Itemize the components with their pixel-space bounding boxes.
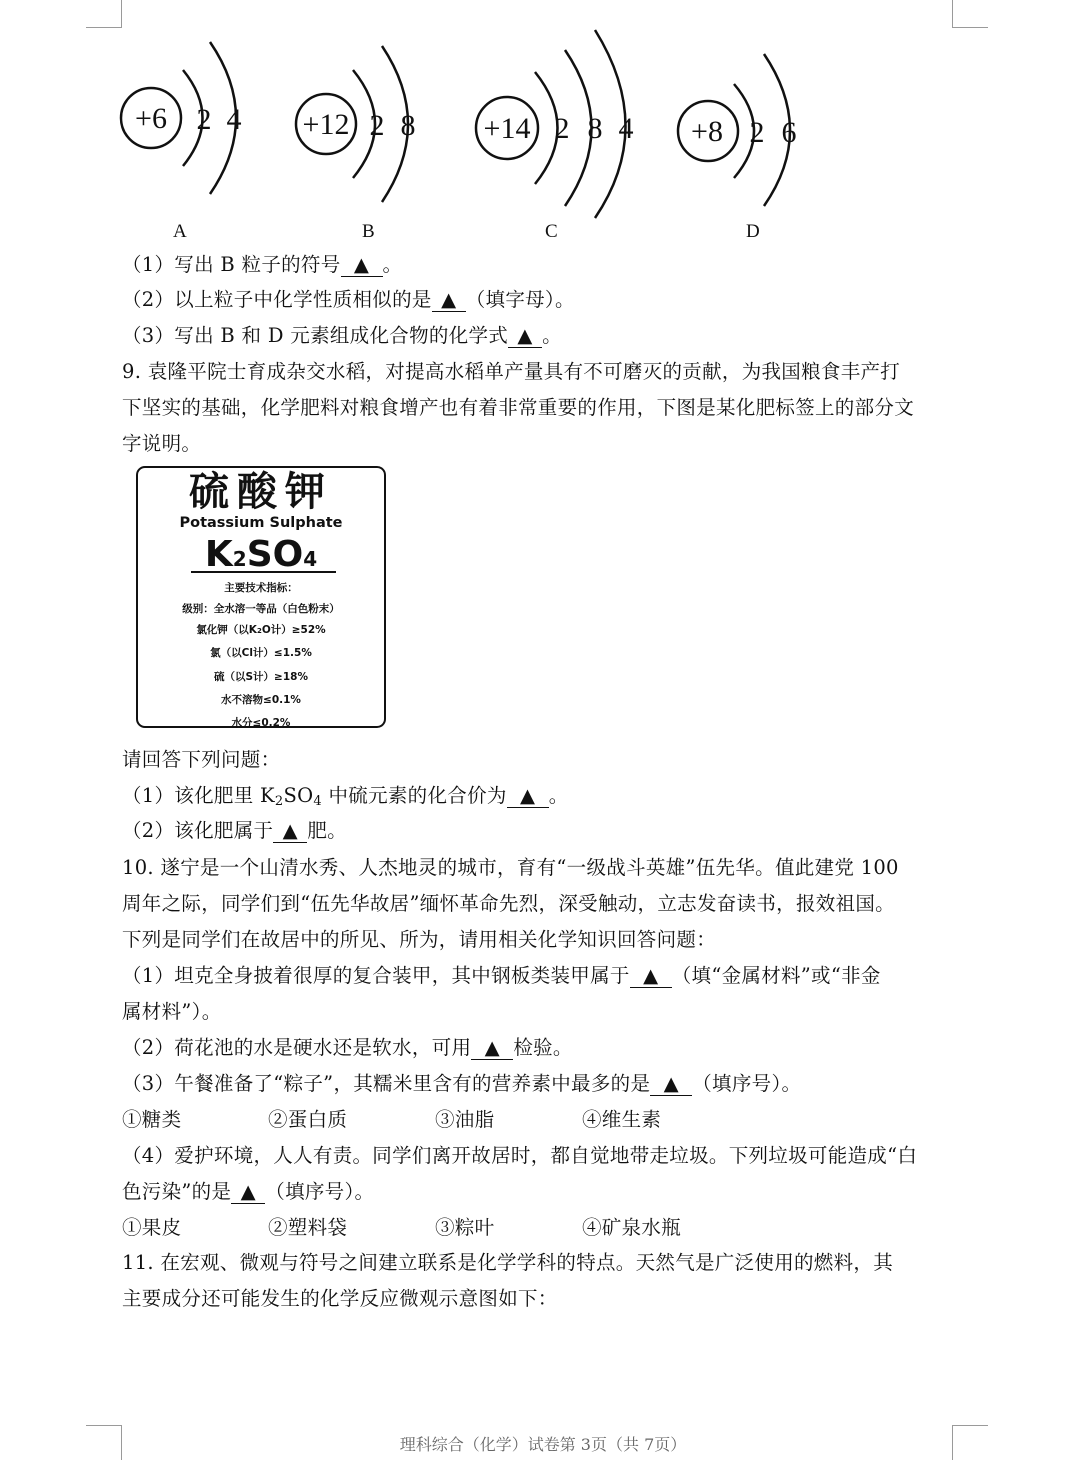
q9-stem-line-2: 下坚实的基础，化学肥料对粮食增产也有着非常重要的作用，下图是某化肥标签上的部分文 <box>122 396 915 419</box>
q9-stem-line-1: 9. 袁隆平院士育成杂交水稻，对提高水稻单产量具有不可磨灭的贡献，为我国粮食丰产打 <box>122 360 901 383</box>
atom-b-diagram <box>296 46 416 202</box>
fertilizer-label <box>136 466 386 728</box>
q10-stem-line-2: 周年之际，同学们到“伍先华故居”缅怀革命先烈，深受触动，立志发奋读书，报效祖国。 <box>122 892 895 915</box>
answer-blank[interactable]: ▲ <box>507 785 549 808</box>
atom-a-shell-1: 2 <box>196 103 212 136</box>
answer-blank[interactable]: ▲ <box>231 1181 265 1204</box>
answer-blank[interactable]: ▲ <box>471 1037 513 1060</box>
option: ④维生素 <box>582 1108 662 1131</box>
spec-title: 主要技术指标： <box>224 582 298 594</box>
q8-part-3: （3）写出 B 和 D 元素组成化合物的化学式 ▲ 。 <box>122 324 562 347</box>
answer-blank[interactable]: ▲ <box>273 820 307 843</box>
q10-part-4-line-2: 色污染”的是 ▲ （填序号）。 <box>122 1180 375 1203</box>
atom-d-shell-2: 6 <box>781 116 797 149</box>
atom-c-nucleus: +14 <box>483 112 531 145</box>
atom-a-label: A <box>173 221 187 242</box>
spec-grade: 级别：全水溶一等品（白色粉末） <box>182 603 340 615</box>
spec-sulfur: 硫（以S计）≥18% <box>214 671 308 683</box>
atom-a-nucleus: +6 <box>135 102 167 135</box>
q10-part-1: （1）坦克全身披着很厚的复合装甲，其中钢板类装甲属于 ▲ （填“金属材料”或“非金 <box>122 964 881 987</box>
atom-d-nucleus: +8 <box>691 115 723 148</box>
answer-blank[interactable]: ▲ <box>508 325 542 348</box>
fertilizer-formula: K2SO4 <box>204 534 318 575</box>
q10-part-3: （3）午餐准备了“粽子”，其糯米里含有的营养素中最多的是 ▲ （填序号）。 <box>122 1072 802 1095</box>
atom-c-label: C <box>545 221 558 242</box>
page-footer: 理科综合（化学）试卷第 3页（共 7页） <box>399 1435 687 1454</box>
atom-c-shell-2: 8 <box>587 112 603 145</box>
option: ③油脂 <box>435 1108 495 1131</box>
spec-insoluble: 水不溶物≤0.1% <box>221 694 301 706</box>
atom-b-label: B <box>362 221 375 242</box>
atom-b-shell-2: 8 <box>400 109 416 142</box>
option: ④矿泉水瓶 <box>582 1216 682 1239</box>
fertilizer-name-cn: 硫酸钾 <box>189 469 333 515</box>
q10-part-2: （2）荷花池的水是硬水还是软水，可用 ▲ 检验。 <box>122 1036 573 1059</box>
crop-mark-bottom-right-h <box>953 1425 988 1426</box>
answer-blank[interactable]: ▲ <box>630 965 672 988</box>
q9-prompt: 请回答下列问题： <box>122 748 281 771</box>
q9-part-1: （1）该化肥里 $K_2SO_4$ 中硫元素的化合价为 ▲ 。 <box>122 784 569 809</box>
atom-b-shell-1: 2 <box>369 109 385 142</box>
q9-stem-line-3: 字说明。 <box>122 432 202 455</box>
answer-blank[interactable]: ▲ <box>432 289 466 312</box>
atom-c-shell-3: 4 <box>618 112 634 145</box>
q9-part-2: （2）该化肥属于 ▲ 肥。 <box>122 819 347 842</box>
atom-a-shell-2: 4 <box>226 103 242 136</box>
option: ②蛋白质 <box>268 1108 348 1131</box>
option: ①糖类 <box>122 1108 182 1131</box>
atom-c-shell-1: 2 <box>554 112 570 145</box>
fertilizer-divider <box>191 571 336 573</box>
atom-structure-diagrams <box>0 0 1086 250</box>
option: ②塑料袋 <box>268 1216 348 1239</box>
spec-chlorine: 氯（以Cl计）≤1.5% <box>210 647 312 659</box>
q11-stem-line-1: 11. 在宏观、微观与符号之间建立联系是化学学科的特点。天然气是广泛使用的燃料，其 <box>122 1251 894 1274</box>
answer-blank[interactable]: ▲ <box>650 1073 692 1096</box>
option: ③粽叶 <box>435 1216 495 1239</box>
atom-b-nucleus: +12 <box>302 108 350 141</box>
answer-blank[interactable]: ▲ <box>341 254 383 277</box>
q8-part-2: （2）以上粒子中化学性质相似的是 ▲ （填字母）。 <box>122 288 575 311</box>
q8-part-1: （1）写出 B 粒子的符号 ▲ 。 <box>122 253 403 276</box>
q10-part-1-cont: 属材料”）。 <box>122 1000 222 1023</box>
atom-a-diagram <box>121 42 242 194</box>
q10-stem-line-3: 下列是同学们在故居中的所见、所为，请用相关化学知识回答问题： <box>122 928 717 951</box>
crop-mark-bottom-left-h <box>86 1425 121 1426</box>
q10-stem-line-1: 10. 遂宁是一个山清水秀、人杰地灵的城市，育有“一级战斗英雄”伍先华。值此建党 100 <box>122 856 899 879</box>
option: ①果皮 <box>122 1216 182 1239</box>
atom-d-diagram <box>678 54 797 206</box>
q10-part-4-line-1: （4）爱护环境，人人有责。同学们离开故居时，都自觉地带走垃圾。下列垃圾可能造成“白 <box>122 1144 918 1167</box>
spec-k2o: 氯化钾（以K2O计）≥52% <box>196 624 326 636</box>
spec-moisture: 水分≤0.2% <box>231 717 291 729</box>
atom-d-label: D <box>746 221 760 242</box>
atom-d-shell-1: 2 <box>749 116 765 149</box>
fertilizer-name-en: Potassium Sulphate <box>179 515 343 531</box>
atom-c-diagram <box>476 30 634 218</box>
q11-stem-line-2: 主要成分还可能发生的化学反应微观示意图如下： <box>122 1287 558 1310</box>
